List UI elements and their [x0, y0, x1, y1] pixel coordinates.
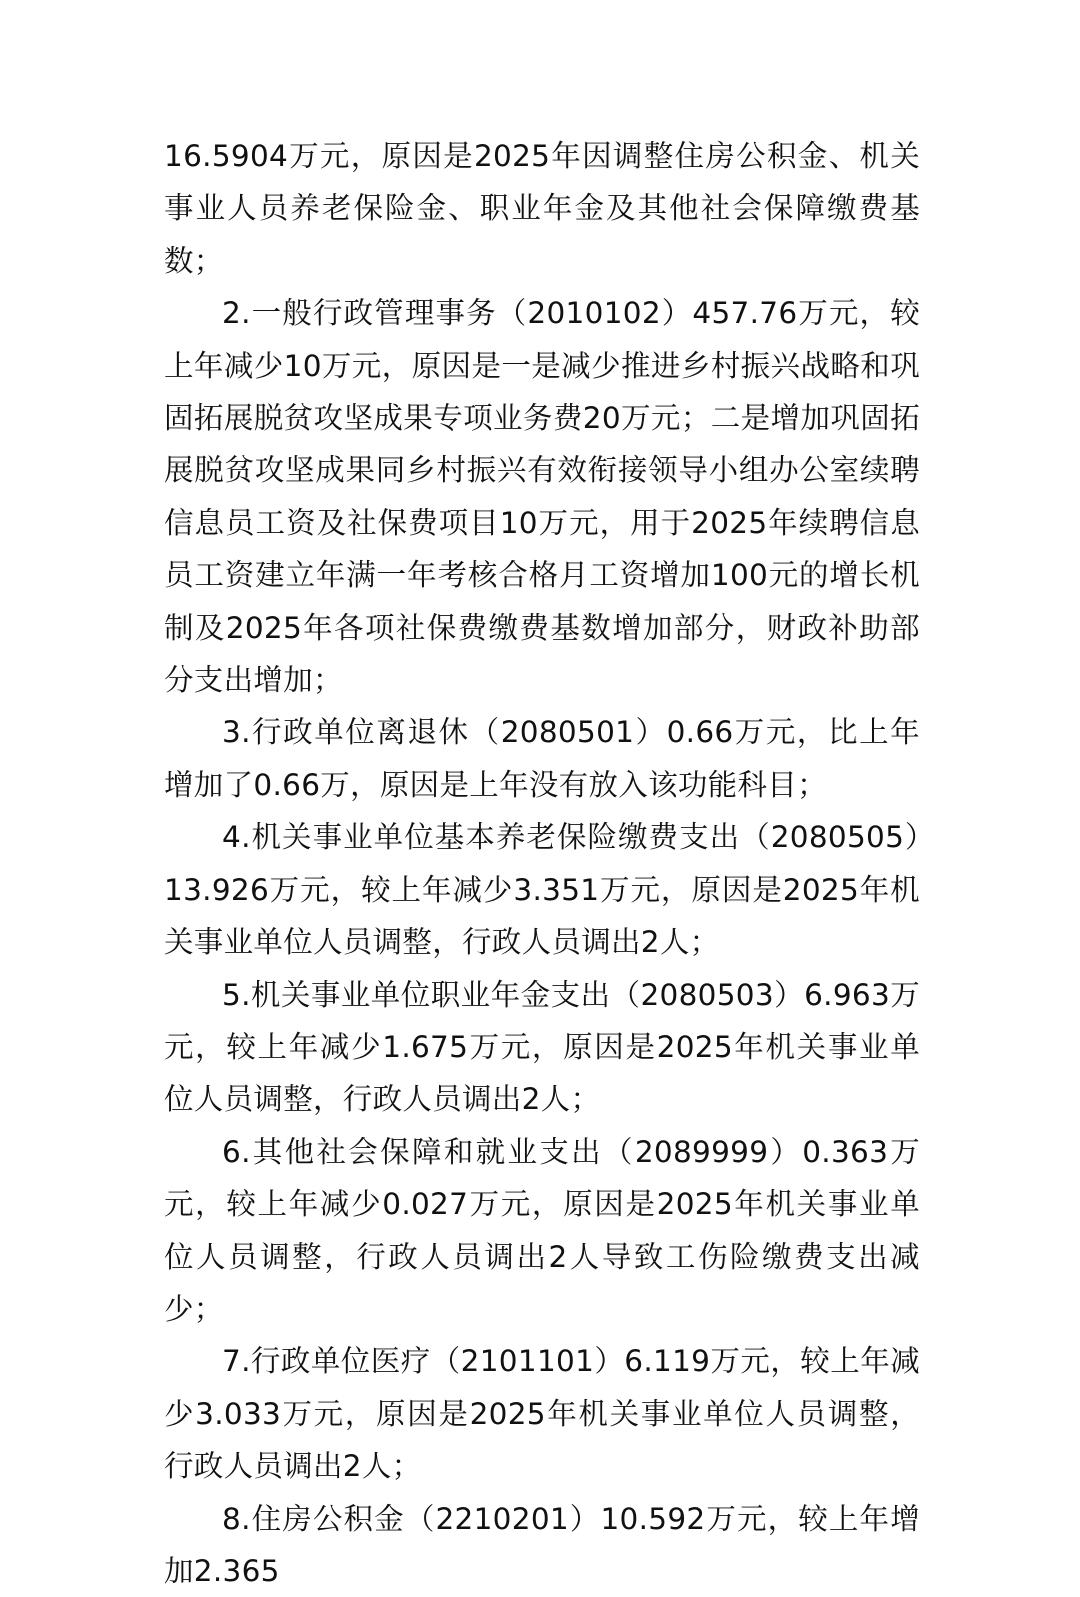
- paragraph-5: 5.机关事业单位职业年金支出（2080503）6.963万元，较上年减少1.675万元，原因是2025年机关事业单位人员调整，行政人员调出2人；: [164, 977, 920, 1117]
- paragraph-4: 4.机关事业单位基本养老保险缴费支出（2080505）13.926万元，较上年减少3.351万元，原因是2025年机关事业单位人员调整，行政人员调出2人；: [164, 820, 920, 960]
- paragraph-1: 16.5904万元，原因是2025年因调整住房公积金、机关事业人员养老保险金、职业年金及其他社会保障缴费基数；: [164, 139, 920, 278]
- paragraph-8: 8.住房公积金（2210201）10.592万元，较上年增加2.365: [164, 1501, 920, 1588]
- paragraph-2: 2.一般行政管理事务（2010102）457.76万元，较上年减少10万元，原因是一是减少推进乡村振兴战略和巩固拓展脱贫攻坚成果专项业务费20万元；二是增加巩固拓展脱贫攻坚成果同乡村振兴有效衔接领导小组办公室续聘信息员工资及社保费项目10万元，用于2025年续聘信息员工资建立年满一年考核合格月工资增加100元的增长机制及2025年各项社保费缴费基数增加部分，财政补助部分支出增加；: [164, 296, 920, 698]
- document-body: [164, 130, 920, 1597]
- paragraph-7: 7.行政单位医疗（2101101）6.119万元，较上年减少3.033万元，原因是2025年机关事业单位人员调整，行政人员调出2人；: [164, 1344, 920, 1484]
- paragraph-6: 6.其他社会保障和就业支出（2089999）0.363万元，较上年减少0.027万元，原因是2025年机关事业单位人员调整，行政人员调出2人导致工伤险缴费支出减少；: [164, 1134, 920, 1326]
- paragraph-3: 3.行政单位离退休（2080501）0.66万元，比上年增加了0.66万，原因是上年没有放入该功能科目；: [164, 715, 920, 802]
